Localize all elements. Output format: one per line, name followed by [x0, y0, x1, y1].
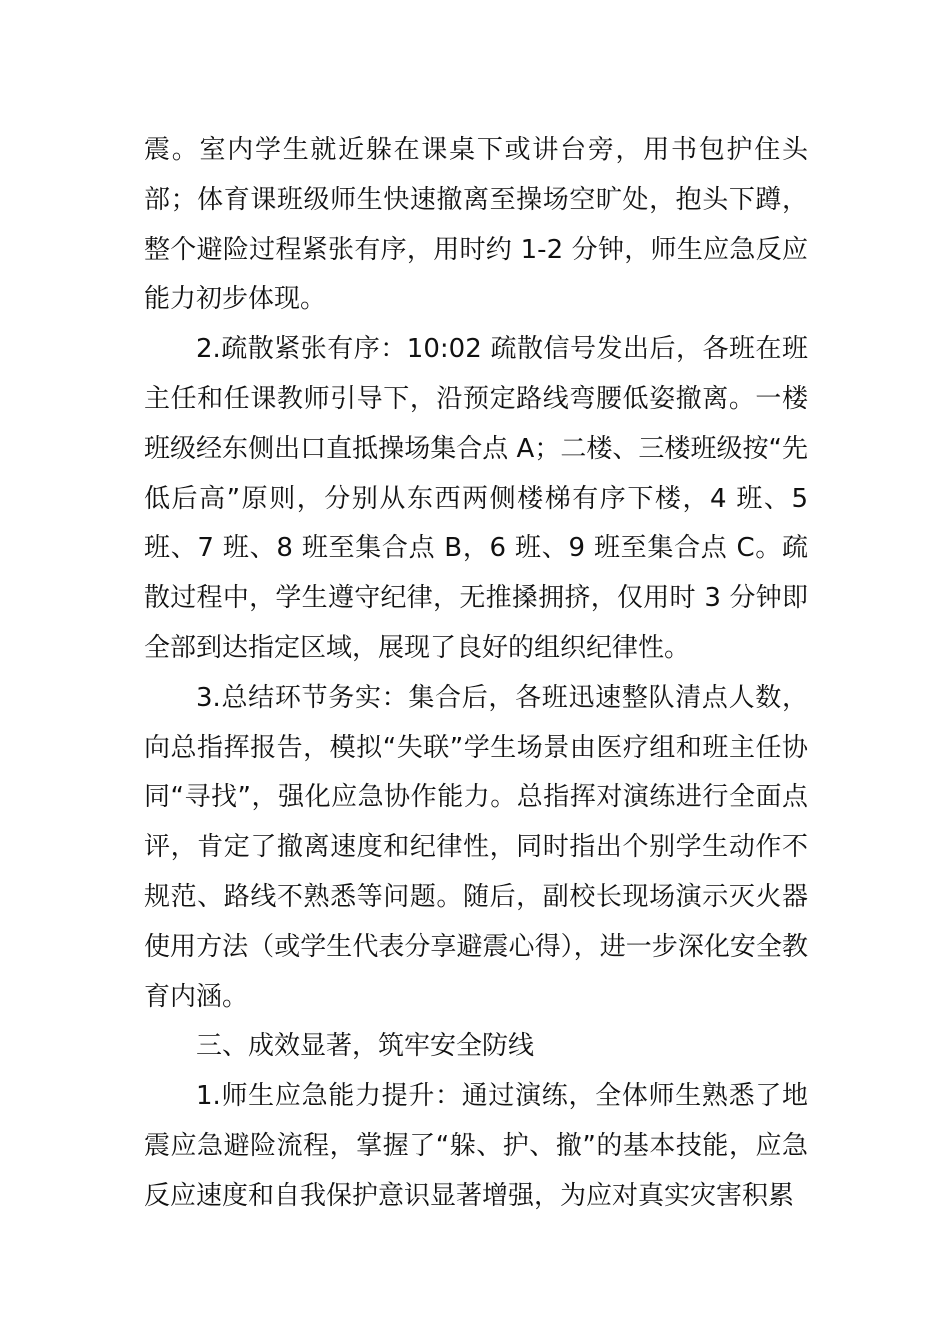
paragraph-ability: 1.师生应急能力提升：通过演练，全体师生熟悉了地震应急避险流程，掌握了“躲、护、撤”的基本技能，应急反应速度和自我保护意识显著增强，为应对真实灾害积累 — [144, 1081, 808, 1211]
document-body — [144, 126, 808, 1222]
section-heading-three: 三、成效显著，筑牢安全防线 — [196, 1031, 535, 1062]
paragraph-summary: 3.总结环节务实：集合后，各班迅速整队清点人数，向总指挥报告，模拟“失联”学生场景由医疗组和班主任协同“寻找”，强化应急协作能力。总指挥对演练进行全面点评，肯定了撤离速度和纪律性，同时指出个别学生动作不规范、路线不熟悉等问题。随后，副校长现场演示灭火器使用方法（或学生代表分享避震心得），进一步深化安全教育内涵。 — [144, 682, 808, 1012]
paragraph-earthquake-continuation: 震。室内学生就近躲在课桌下或讲台旁，用书包护住头部；体育课班级师生快速撤离至操场空旷处，抱头下蹲，整个避险过程紧张有序，用时约 1-2 分钟，师生应急反应能力初步体现。 — [144, 135, 808, 315]
paragraph-evacuation: 2.疏散紧张有序：10:02 疏散信号发出后，各班在班主任和任课教师引导下，沿预定路线弯腰低姿撤离。一楼班级经东侧出口直抵操场集合点 A；二楼、三楼班级按“先低后高”原则，分别从东西两侧楼梯有序下楼，4 班、5 班、7 班、8 班至集合点 B，6 班、9 班至集合点 C。疏散过程中，学生遵守纪律，无推搡拥挤，仅用时 3 分钟即全部到达指定区域，展现了良好的组织纪律性。 — [144, 334, 808, 663]
